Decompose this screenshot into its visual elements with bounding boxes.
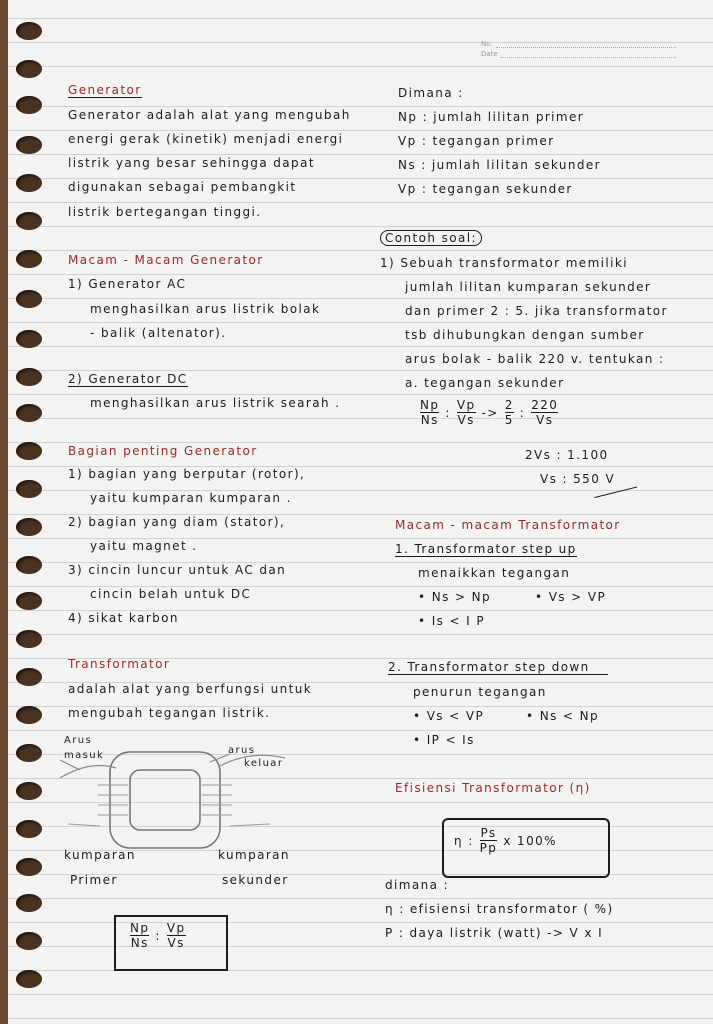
formula-ns: Ns [130,936,149,950]
step-down-item: • IP < Is [413,733,475,747]
dimana-line: Vp : tegangan sekunder [398,182,573,196]
formula-pp: Pp [479,841,498,855]
contoh-fraction [420,398,558,427]
bagian-line: 4) sikat karbon [68,611,179,625]
frac-5: 5 [504,413,514,427]
formula-eq: : [155,928,161,943]
formula-ps: Ps [480,826,497,840]
result-line: 2Vs : 1.100 [525,448,609,462]
dimana-line: Vp : tegangan primer [398,134,555,148]
step-up-item: • Ns > Np [418,590,491,604]
efisiensi-dimana: dimana : [385,878,450,892]
kumparan-sekunder-label: kumparan [218,848,290,862]
generator-title: Generator [68,83,142,97]
contoh-soal-title: Contoh soal: [380,230,482,246]
frac-220: 220 [531,398,559,412]
arus-keluar-label: arus [228,745,256,756]
ratio-formula [130,921,186,950]
frac-eq: : [519,405,526,420]
bagian-line: 1) bagian yang berputar (rotor), [68,467,306,481]
step-up-title: 1. Transformator step up [395,542,577,556]
generator-ac-desc: menghasilkan arus listrik bolak [90,302,321,316]
frac-vs: Vs [457,413,475,427]
kumparan-primer-label: Primer [70,873,118,887]
no-line [496,47,676,48]
efisiensi-line: η : efisiensi transformator ( %) [385,902,614,916]
bagian-line: 3) cincin luncur untuk AC dan [68,563,287,577]
dimana-line: Ns : jumlah lilitan sekunder [398,158,602,172]
bagian-line: cincin belah untuk DC [90,587,252,601]
bagian-title: Bagian penting Generator [68,444,258,458]
formula-np: Np [130,921,150,935]
contoh-line: 1) Sebuah transformator memiliki [380,256,628,270]
formula-vp: Vp [166,921,186,935]
step-up-item: • Vs > VP [535,590,607,604]
date-line [500,57,676,58]
kumparan-primer-label: kumparan [64,848,136,862]
step-down-item: • Ns < Np [526,709,599,723]
macam-generator-title: Macam - Macam Generator [68,253,264,267]
contoh-line: arus bolak - balik 220 v. tentukan : [405,352,665,366]
bagian-line: 2) bagian yang diam (stator), [68,515,286,529]
generator-line: Generator adalah alat yang mengubah [68,108,351,122]
dimana-line: Np : jumlah lilitan primer [398,110,585,124]
macam-trafo-title: Macam - macam Transformator [395,518,621,532]
contoh-line: tsb dihubungkan dengan sumber [405,328,645,342]
frac-vp: Vp [456,398,476,412]
kumparan-sekunder-label: sekunder [222,873,289,887]
frac-vs: Vs [536,413,554,427]
arus-keluar-label: keluar [244,758,284,769]
result-line: Vs : 550 V [540,472,616,486]
formula-vs: Vs [167,936,185,950]
frac-arrow: -> [481,405,499,420]
generator-dc: 2) Generator DC [68,372,188,386]
step-up-item: • Is < I P [418,614,485,628]
efisiensi-formula-box [442,818,610,878]
arus-masuk-label: Arus [64,735,93,746]
generator-line: energi gerak (kinetik) menjadi energi [68,132,344,146]
frac-eq: : [445,405,451,420]
no-label: No. [481,40,493,48]
generator-line: listrik bertegangan tinggi. [68,205,262,219]
arus-masuk-label: masuk [64,750,105,761]
step-down-title: 2. Transformator step down [388,660,608,675]
bagian-line: yaitu magnet . [90,539,198,553]
transformer-diagram [60,740,300,860]
step-up-desc: menaikkan tegangan [418,566,571,580]
dimana-title: Dimana : [398,86,464,100]
generator-line: listrik yang besar sehingga dapat [68,156,315,170]
transformator-line: adalah alat yang berfungsi untuk [68,682,313,696]
formula-mult: x 100% [503,833,557,848]
step-down-item: • Vs < VP [413,709,485,723]
transformator-line: mengubah tegangan listrik. [68,706,271,720]
contoh-line: dan primer 2 : 5. jika transformator [405,304,668,318]
generator-dc-desc: menghasilkan arus listrik searah . [90,396,341,410]
generator-ac: 1) Generator AC [68,277,187,291]
eta-lhs: η : [454,833,474,848]
efisiensi-formula [454,826,557,855]
generator-ac-desc: - balik (altenator). [90,326,227,340]
efisiensi-title: Efisiensi Transformator (η) [395,781,591,795]
contoh-line: jumlah lilitan kumparan sekunder [405,280,652,294]
frac-ns: Ns [420,413,439,427]
contoh-line: a. tegangan sekunder [405,376,565,390]
date-label: Date [481,50,498,58]
efisiensi-line: P : daya listrik (watt) -> V x I [385,926,604,940]
frac-np: Np [420,398,440,412]
transformator-title: Transformator [68,657,171,671]
generator-line: digunakan sebagai pembangkit [68,180,297,194]
step-down-desc: penurun tegangan [413,685,547,699]
bagian-line: yaitu kumparan kumparan . [90,491,292,505]
frac-2: 2 [504,398,514,412]
ratio-formula-box [114,915,228,971]
